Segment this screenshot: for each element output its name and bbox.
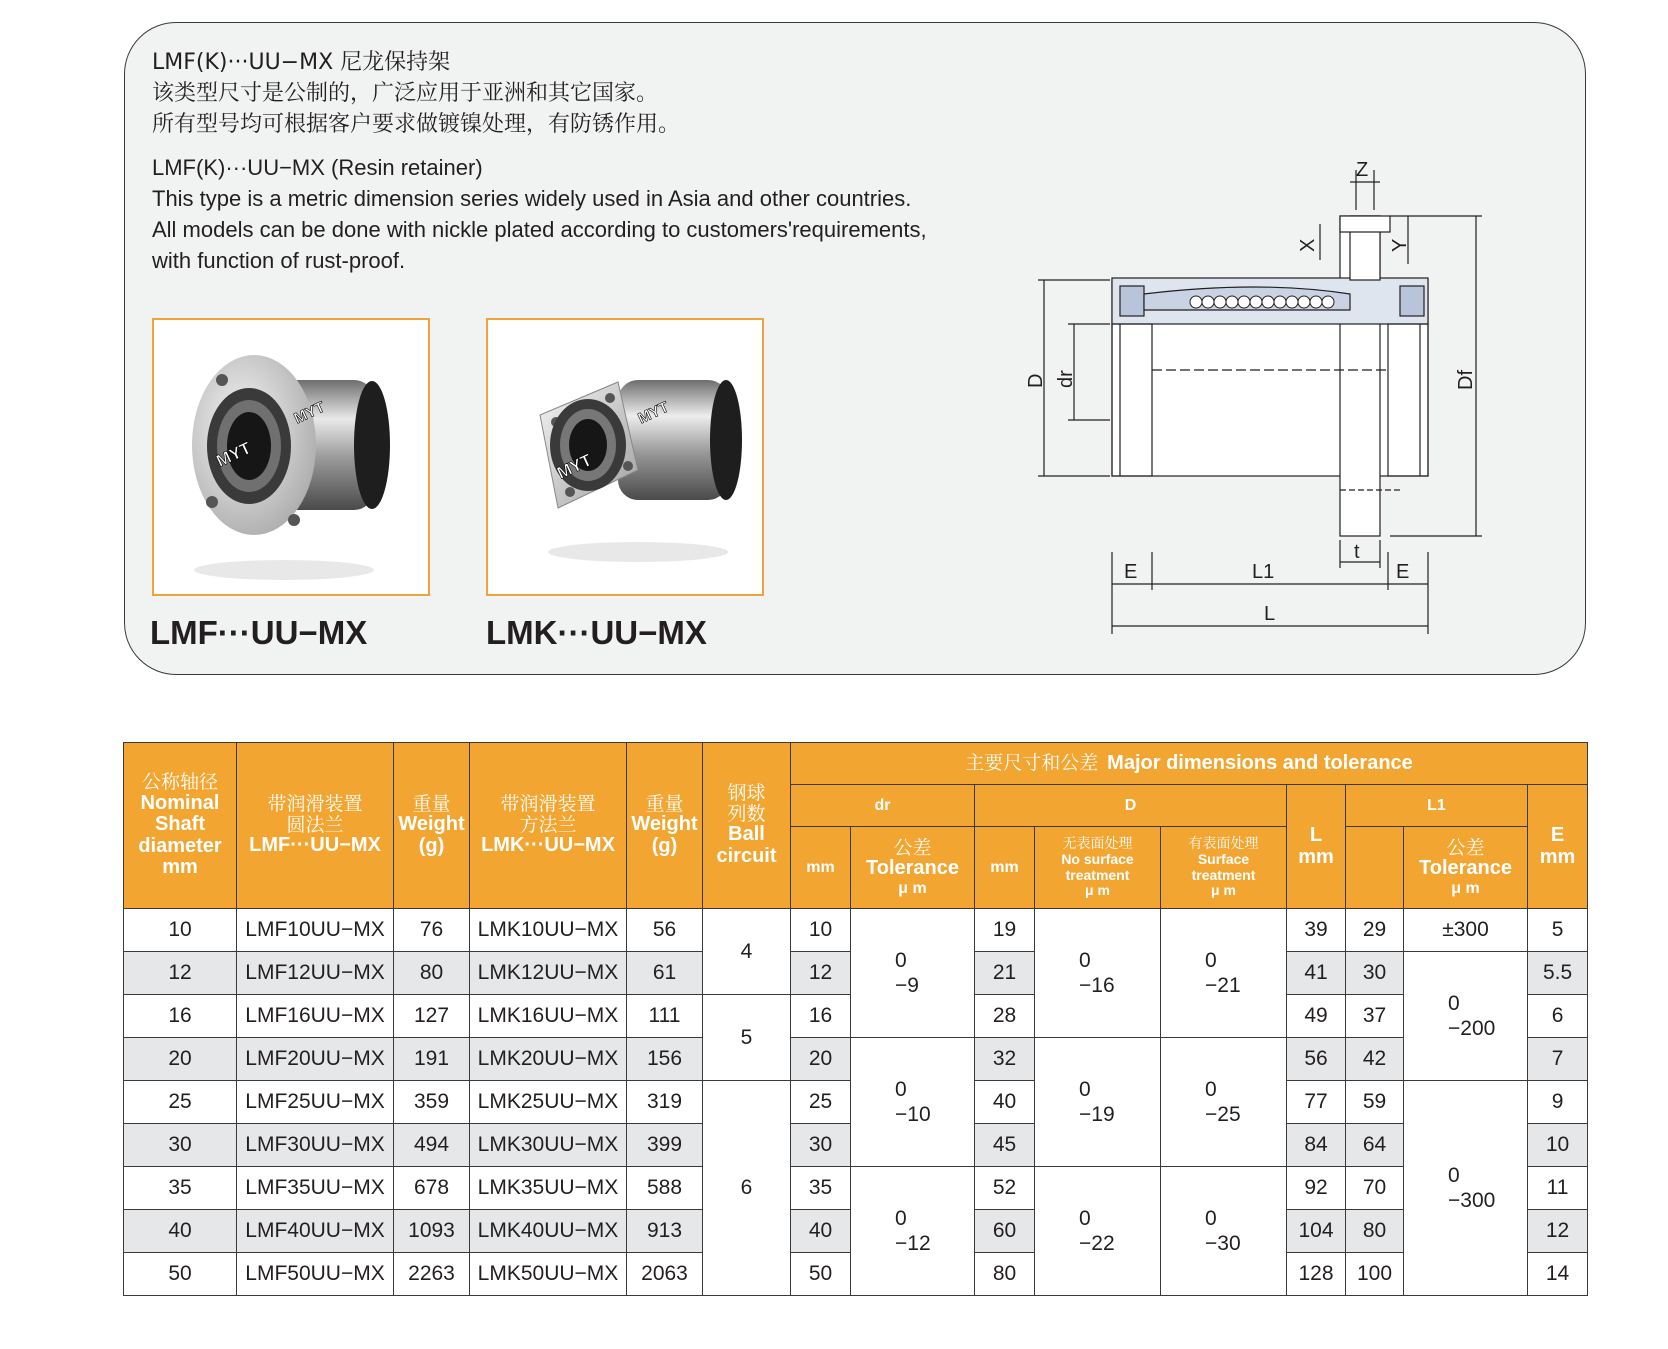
cell-l: 84	[1287, 1124, 1346, 1167]
cell-lmk-model: LMK50UU−MX	[470, 1253, 627, 1296]
cell-lmf-weight: 76	[394, 909, 470, 952]
cell-l: 104	[1287, 1210, 1346, 1253]
cell-dr: 10	[791, 909, 851, 952]
cell-lmf-weight: 678	[394, 1167, 470, 1210]
cell-lmk-model: LMK40UU−MX	[470, 1210, 627, 1253]
cell-l1: 80	[1346, 1210, 1404, 1253]
cell-lmk-weight: 56	[627, 909, 703, 952]
dim-l1-label: L1	[1252, 561, 1275, 583]
en-description-line-2: All models can be done with nickle plated according to customers'requirements,	[152, 217, 927, 242]
cell-lmf-model: LMF25UU−MX	[237, 1081, 394, 1124]
brand-mark-2: MYT	[291, 398, 328, 428]
cell-lmk-weight: 399	[627, 1124, 703, 1167]
en-description-line-1: This type is a metric dimension series widely used in Asia and other countries.	[152, 186, 912, 211]
cell-lmk-weight: 2063	[627, 1253, 703, 1296]
cell-lmk-model: LMK12UU−MX	[470, 952, 627, 995]
brand-mark-1: MYT	[213, 438, 255, 471]
cell-l: 77	[1287, 1081, 1346, 1124]
cell-d: 40	[975, 1081, 1035, 1124]
brand-mark-4: MYT	[635, 398, 672, 428]
cell-l: 56	[1287, 1038, 1346, 1081]
cn-title: LMF(K)···UU−MX 尼龙保持架	[152, 50, 451, 75]
cell-lmf-weight: 127	[394, 995, 470, 1038]
header-l1-tolerance: 公差 Tolerance μ m	[1404, 827, 1528, 909]
cell-d: 19	[975, 909, 1035, 952]
cell-d-no-surface-tol: 0 −19	[1035, 1038, 1161, 1167]
cn-description-line-1: 该类型尺寸是公制的，广泛应用于亚洲和其它国家。	[152, 81, 659, 106]
dim-e-left-label: E	[1124, 561, 1138, 583]
cell-lmf-weight: 1093	[394, 1210, 470, 1253]
cell-dr: 20	[791, 1038, 851, 1081]
cell-l: 49	[1287, 995, 1346, 1038]
cell-e: 14	[1528, 1253, 1588, 1296]
cell-lmf-model: LMF10UU−MX	[237, 909, 394, 952]
cell-l1: 100	[1346, 1253, 1404, 1296]
cell-ball-circuit: 5	[703, 995, 791, 1081]
dim-l-label: L	[1264, 603, 1276, 625]
cell-e: 5	[1528, 909, 1588, 952]
dim-x-label: X	[1297, 238, 1319, 252]
cell-l1: 29	[1346, 909, 1404, 952]
cell-lmf-model: LMF30UU−MX	[237, 1124, 394, 1167]
header-ball-circuit: 钢球 列数 Ball circuit	[703, 743, 791, 909]
header-lmf-weight: 重量 Weight (g)	[394, 743, 470, 909]
cell-e: 9	[1528, 1081, 1588, 1124]
header-d-mm: mm	[975, 827, 1035, 909]
cell-shaft: 12	[124, 952, 237, 995]
cell-lmf-weight: 359	[394, 1081, 470, 1124]
cell-l1: 70	[1346, 1167, 1404, 1210]
cn-description-line-2: 所有型号均可根据客户要求做镀镍处理，有防锈作用。	[152, 112, 681, 137]
cell-d: 52	[975, 1167, 1035, 1210]
cell-d-no-surface-tol: 0 −16	[1035, 909, 1161, 1038]
header-d: D	[975, 785, 1287, 827]
cell-d-surface-tol: 0 −25	[1161, 1038, 1287, 1167]
cell-dr: 40	[791, 1210, 851, 1253]
cell-dr-tolerance: 0 −12	[851, 1167, 975, 1296]
cell-lmk-model: LMK25UU−MX	[470, 1081, 627, 1124]
cell-l: 92	[1287, 1167, 1346, 1210]
cell-shaft: 20	[124, 1038, 237, 1081]
cell-lmk-model: LMK20UU−MX	[470, 1038, 627, 1081]
cell-lmf-model: LMF40UU−MX	[237, 1210, 394, 1253]
cell-l1-tolerance: 0 −300	[1404, 1081, 1528, 1296]
cell-d-no-surface-tol: 0 −22	[1035, 1167, 1161, 1296]
lmk-model-label: LMK···UU−MX	[486, 614, 707, 651]
header-nominal-shaft: 公称轴径 Nominal Shaft diameter mm	[124, 743, 237, 909]
cell-lmk-weight: 61	[627, 952, 703, 995]
cell-d: 28	[975, 995, 1035, 1038]
cell-d: 21	[975, 952, 1035, 995]
cell-dr: 30	[791, 1124, 851, 1167]
cell-l: 39	[1287, 909, 1346, 952]
cell-ball-circuit: 6	[703, 1081, 791, 1296]
cell-l1: 42	[1346, 1038, 1404, 1081]
header-lmk-weight: 重量 Weight (g)	[627, 743, 703, 909]
cell-shaft: 40	[124, 1210, 237, 1253]
dim-t-label: t	[1354, 541, 1360, 563]
cell-e: 5.5	[1528, 952, 1588, 995]
cell-lmf-weight: 2263	[394, 1253, 470, 1296]
cell-d: 32	[975, 1038, 1035, 1081]
cell-dr: 35	[791, 1167, 851, 1210]
dim-d-label: D	[1025, 373, 1047, 388]
cell-d: 80	[975, 1253, 1035, 1296]
cell-l1-tolerance: 0 −200	[1404, 952, 1528, 1081]
cell-lmk-model: LMK10UU−MX	[470, 909, 627, 952]
table-row	[124, 1038, 1588, 1081]
header-l1-mm	[1346, 827, 1404, 909]
lmf-model-label: LMF···UU−MX	[150, 614, 368, 651]
cell-lmf-weight: 80	[394, 952, 470, 995]
header-l: L mm	[1287, 785, 1346, 909]
cell-e: 12	[1528, 1210, 1588, 1253]
cell-shaft: 25	[124, 1081, 237, 1124]
cell-dr-tolerance: 0 −9	[851, 909, 975, 1038]
cell-d: 45	[975, 1124, 1035, 1167]
cell-l1: 30	[1346, 952, 1404, 995]
cell-shaft: 50	[124, 1253, 237, 1296]
cell-lmf-model: LMF12UU−MX	[237, 952, 394, 995]
cell-lmk-model: LMK35UU−MX	[470, 1167, 627, 1210]
cell-lmk-weight: 913	[627, 1210, 703, 1253]
header-lmf-model: 带润滑装置 圆法兰 LMF···UU−MX	[237, 743, 394, 909]
cell-lmf-model: LMF50UU−MX	[237, 1253, 394, 1296]
cell-dr: 50	[791, 1253, 851, 1296]
spec-table	[123, 742, 1588, 1296]
cell-e: 6	[1528, 995, 1588, 1038]
cell-shaft: 30	[124, 1124, 237, 1167]
header-lmk-model: 带润滑装置 方法兰 LMK···UU−MX	[470, 743, 627, 909]
cell-l1-tolerance: ±300	[1404, 909, 1528, 952]
header-major-dimensions: 主要尺寸和公差 Major dimensions and tolerance	[791, 743, 1588, 785]
cell-shaft: 35	[124, 1167, 237, 1210]
en-description-line-3: with function of rust-proof.	[152, 248, 406, 273]
cell-l1: 59	[1346, 1081, 1404, 1124]
dim-dr-label: dr	[1055, 370, 1077, 388]
cell-e: 10	[1528, 1124, 1588, 1167]
cell-lmk-model: LMK16UU−MX	[470, 995, 627, 1038]
cell-d: 60	[975, 1210, 1035, 1253]
dim-y-label: Y	[1389, 238, 1411, 252]
technical-drawing	[1020, 160, 1500, 640]
cell-lmk-weight: 156	[627, 1038, 703, 1081]
cell-l: 41	[1287, 952, 1346, 995]
dim-z-label: Z	[1356, 160, 1369, 181]
en-title: LMF(K)···UU−MX (Resin retainer)	[152, 155, 483, 180]
cell-e: 7	[1528, 1038, 1588, 1081]
cell-lmf-weight: 494	[394, 1124, 470, 1167]
cell-dr: 25	[791, 1081, 851, 1124]
cell-lmk-weight: 588	[627, 1167, 703, 1210]
header-l1: L1	[1346, 785, 1528, 827]
table-row	[124, 1167, 1588, 1210]
header-dr-tolerance: 公差 Tolerance μ m	[851, 827, 975, 909]
lmk-product-photo	[486, 318, 764, 596]
header-dr-mm: mm	[791, 827, 851, 909]
cell-l1: 64	[1346, 1124, 1404, 1167]
cell-lmf-model: LMF16UU−MX	[237, 995, 394, 1038]
cell-e: 11	[1528, 1167, 1588, 1210]
brand-mark-3: MYT	[554, 450, 595, 483]
cell-l1: 37	[1346, 995, 1404, 1038]
cell-lmk-weight: 111	[627, 995, 703, 1038]
cell-d-surface-tol: 0 −21	[1161, 909, 1287, 1038]
cell-shaft: 10	[124, 909, 237, 952]
dim-df-label: Df	[1455, 370, 1477, 390]
cell-lmf-model: LMF20UU−MX	[237, 1038, 394, 1081]
lmf-product-photo	[152, 318, 430, 596]
cell-dr: 12	[791, 952, 851, 995]
cell-ball-circuit: 4	[703, 909, 791, 995]
header-e: E mm	[1528, 785, 1588, 909]
header-dr: dr	[791, 785, 975, 827]
table-row	[124, 909, 1588, 952]
dim-e-right-label: E	[1396, 561, 1410, 583]
cell-dr: 16	[791, 995, 851, 1038]
cell-lmk-weight: 319	[627, 1081, 703, 1124]
cell-lmk-model: LMK30UU−MX	[470, 1124, 627, 1167]
cell-lmf-model: LMF35UU−MX	[237, 1167, 394, 1210]
header-d-surface: 有表面处理 Surface treatment μ m	[1161, 827, 1287, 909]
cell-l: 128	[1287, 1253, 1346, 1296]
cell-d-surface-tol: 0 −30	[1161, 1167, 1287, 1296]
cell-lmf-weight: 191	[394, 1038, 470, 1081]
cell-dr-tolerance: 0 −10	[851, 1038, 975, 1167]
header-d-no-surface: 无表面处理 No surface treatment μ m	[1035, 827, 1161, 909]
cell-shaft: 16	[124, 995, 237, 1038]
